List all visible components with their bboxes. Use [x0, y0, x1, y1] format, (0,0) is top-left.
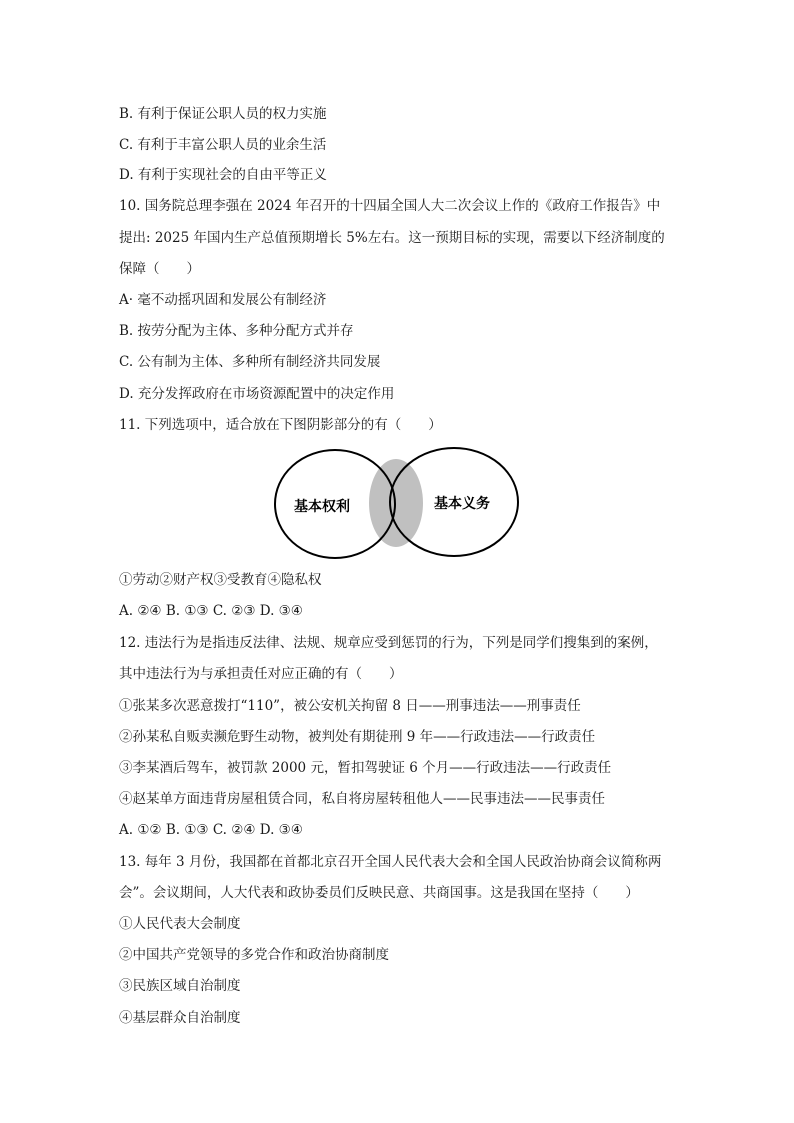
question-12-item-4: ④赵某单方面违背房屋租赁合同，私自将房屋转租他人——民事违法——民事责任: [119, 791, 605, 807]
question-12-item-2: ②孙某私自贩卖濒危野生动物，被判处有期徒刑 9 年——行政违法——行政责任: [119, 729, 596, 745]
question-10-option-c: C. 公有制为主体、多种所有制经济共同发展: [119, 354, 381, 370]
question-12-stem-line-2: 其中违法行为与承担责任对应正确的有（ ）: [119, 666, 403, 682]
question-11-items: ①劳动②财产权③受教育④隐私权: [119, 572, 322, 588]
question-10-stem-line-3: 保障（ ）: [119, 261, 200, 277]
question-12-stem-line-1: 12. 违法行为是指违反法律、法规、规章应受到惩罚的行为，下列是同学们搜集到的案例，: [119, 635, 658, 651]
venn-diagram: [270, 445, 526, 565]
question-10-stem-line-1: 10. 国务院总理李强在 2024 年召开的十四届全国人大二次会议上作的《政府工作报告》中: [119, 198, 661, 214]
question-10-option-d: D. 充分发挥政府在市场资源配置中的决定作用: [119, 386, 395, 402]
question-12-item-1: ①张某多次恶意拨打“110”，被公安机关拘留 8 日——刑事违法——刑事责任: [119, 698, 581, 714]
question-13-item-4: ④基层群众自治制度: [119, 1010, 241, 1026]
question-d-option: D. 有利于实现社会的自由平等正义: [119, 167, 327, 183]
question-11-options: A. ②④ B. ①③ C. ②③ D. ③④: [119, 603, 303, 619]
question-11-stem: 11. 下列选项中，适合放在下图阴影部分的有（ ）: [119, 417, 442, 433]
question-c-option: C. 有利于丰富公职人员的业余生活: [119, 137, 327, 153]
venn-right-label: 基本义务: [434, 496, 490, 512]
question-10-option-b: B. 按劳分配为主体、多种分配方式并存: [119, 323, 354, 339]
question-13-item-3: ③民族区域自治制度: [119, 978, 241, 994]
question-12-item-3: ③李某酒后驾车，被罚款 2000 元，暂扣驾驶证 6 个月——行政违法——行政责任: [119, 760, 612, 776]
question-12-options: A. ①② B. ①③ C. ②④ D. ③④: [119, 822, 303, 838]
question-13-item-1: ①人民代表大会制度: [119, 916, 241, 932]
question-10-option-a: A· 毫不动摇巩固和发展公有制经济: [119, 292, 327, 308]
venn-overlap-shade: [369, 459, 423, 547]
venn-left-label: 基本权利: [294, 499, 350, 515]
question-10-stem-line-2: 提出: 2025 年国内生产总值预期增长 5%左右。这一预期目标的实现，需要以下经济制度的: [119, 230, 665, 246]
question-b-option: B. 有利于保证公职人员的权力实施: [119, 106, 327, 122]
question-13-stem-line-2: 会”。会议期间，人大代表和政协委员们反映民意、共商国事。这是我国在坚持（ ）: [119, 885, 639, 901]
question-13-item-2: ②中国共产党领导的多党合作和政治协商制度: [119, 947, 389, 963]
question-13-stem-line-1: 13. 每年 3 月份，我国都在首都北京召开全国人民代表大会和全国人民政治协商会议简称两: [119, 854, 662, 870]
